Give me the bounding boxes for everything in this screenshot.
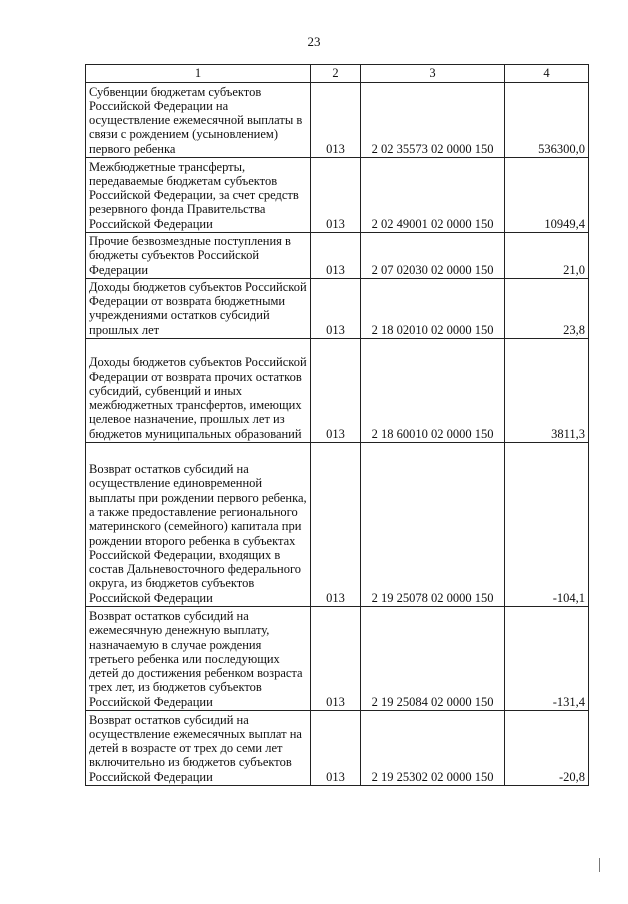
- table-row: [86, 607, 589, 711]
- row-classification-code: 2 18 60010 02 0000 150: [361, 339, 505, 443]
- row-admin-code: 013: [311, 339, 361, 443]
- table-row: [86, 83, 589, 158]
- table-row: [86, 339, 589, 443]
- row-description: Возврат остатков субсидий на осуществление единовременной выплаты при рождении первого ребенка, а также предоставление регионального материнского (семейного) капитала при рождении второго ребенка в субъектах Российской Федерации, входящих в состав Дальневосточного федерального округа, из бюджетов субъектов Российской Федерации: [86, 443, 311, 607]
- row-amount: 536300,0: [505, 83, 589, 158]
- column-header-description: 1: [86, 65, 311, 83]
- row-description: Возврат остатков субсидий на осуществление ежемесячных выплат на детей в возрасте от трех до семи лет включительно из бюджетов субъектов Российской Федерации: [86, 711, 311, 786]
- table-row: [86, 443, 589, 607]
- row-classification-code: 2 19 25078 02 0000 150: [361, 443, 505, 607]
- row-classification-code: 2 19 25084 02 0000 150: [361, 607, 505, 711]
- row-admin-code: 013: [311, 443, 361, 607]
- row-admin-code: 013: [311, 233, 361, 279]
- row-admin-code: 013: [311, 279, 361, 339]
- row-description: Возврат остатков субсидий на ежемесячную денежную выплату, назначаемую в случае рождения третьего ребенка или последующих детей до достижения ребенком возраста трех лет, из бюджетов субъектов Российской Федерации: [86, 607, 311, 711]
- column-header-admin-code: 2: [311, 65, 361, 83]
- column-header-amount: 4: [505, 65, 589, 83]
- row-amount: 10949,4: [505, 158, 589, 233]
- row-classification-code: 2 07 02030 02 0000 150: [361, 233, 505, 279]
- table-row: [86, 279, 589, 339]
- row-amount: 23,8: [505, 279, 589, 339]
- row-admin-code: 013: [311, 607, 361, 711]
- row-admin-code: 013: [311, 158, 361, 233]
- row-amount: -131,4: [505, 607, 589, 711]
- row-amount: 3811,3: [505, 339, 589, 443]
- row-classification-code: 2 18 02010 02 0000 150: [361, 279, 505, 339]
- column-header-classification-code: 3: [361, 65, 505, 83]
- row-amount: -20,8: [505, 711, 589, 786]
- row-amount: 21,0: [505, 233, 589, 279]
- row-classification-code: 2 19 25302 02 0000 150: [361, 711, 505, 786]
- row-admin-code: 013: [311, 83, 361, 158]
- row-description: Доходы бюджетов субъектов Российской Федерации от возврата прочих остатков субсидий, субвенций и иных межбюджетных трансфертов, имеющих целевое назначение, прошлых лет из бюджетов муниципальных образований: [86, 339, 311, 443]
- table-row: [86, 711, 589, 786]
- row-classification-code: 2 02 35573 02 0000 150: [361, 83, 505, 158]
- row-description: Прочие безвозмездные поступления в бюджеты субъектов Российской Федерации: [86, 233, 311, 279]
- row-admin-code: 013: [311, 711, 361, 786]
- scan-mark: [599, 858, 604, 872]
- row-classification-code: 2 02 49001 02 0000 150: [361, 158, 505, 233]
- table-row: [86, 233, 589, 279]
- row-description: Межбюджетные трансферты, передаваемые бюджетам субъектов Российской Федерации, за счет средств резервного фонда Правительства Российской Федерации: [86, 158, 311, 233]
- budget-revenue-table: [85, 64, 589, 786]
- row-amount: -104,1: [505, 443, 589, 607]
- table-row: [86, 158, 589, 233]
- page-number: 23: [307, 34, 321, 49]
- table-header-row: [86, 65, 589, 83]
- row-description: Субвенции бюджетам субъектов Российской Федерации на осуществление ежемесячной выплаты в связи с рождением (усыновлением) первого ребенка: [86, 83, 311, 158]
- row-description: Доходы бюджетов субъектов Российской Федерации от возврата бюджетными учреждениями остатков субсидий прошлых лет: [86, 279, 311, 339]
